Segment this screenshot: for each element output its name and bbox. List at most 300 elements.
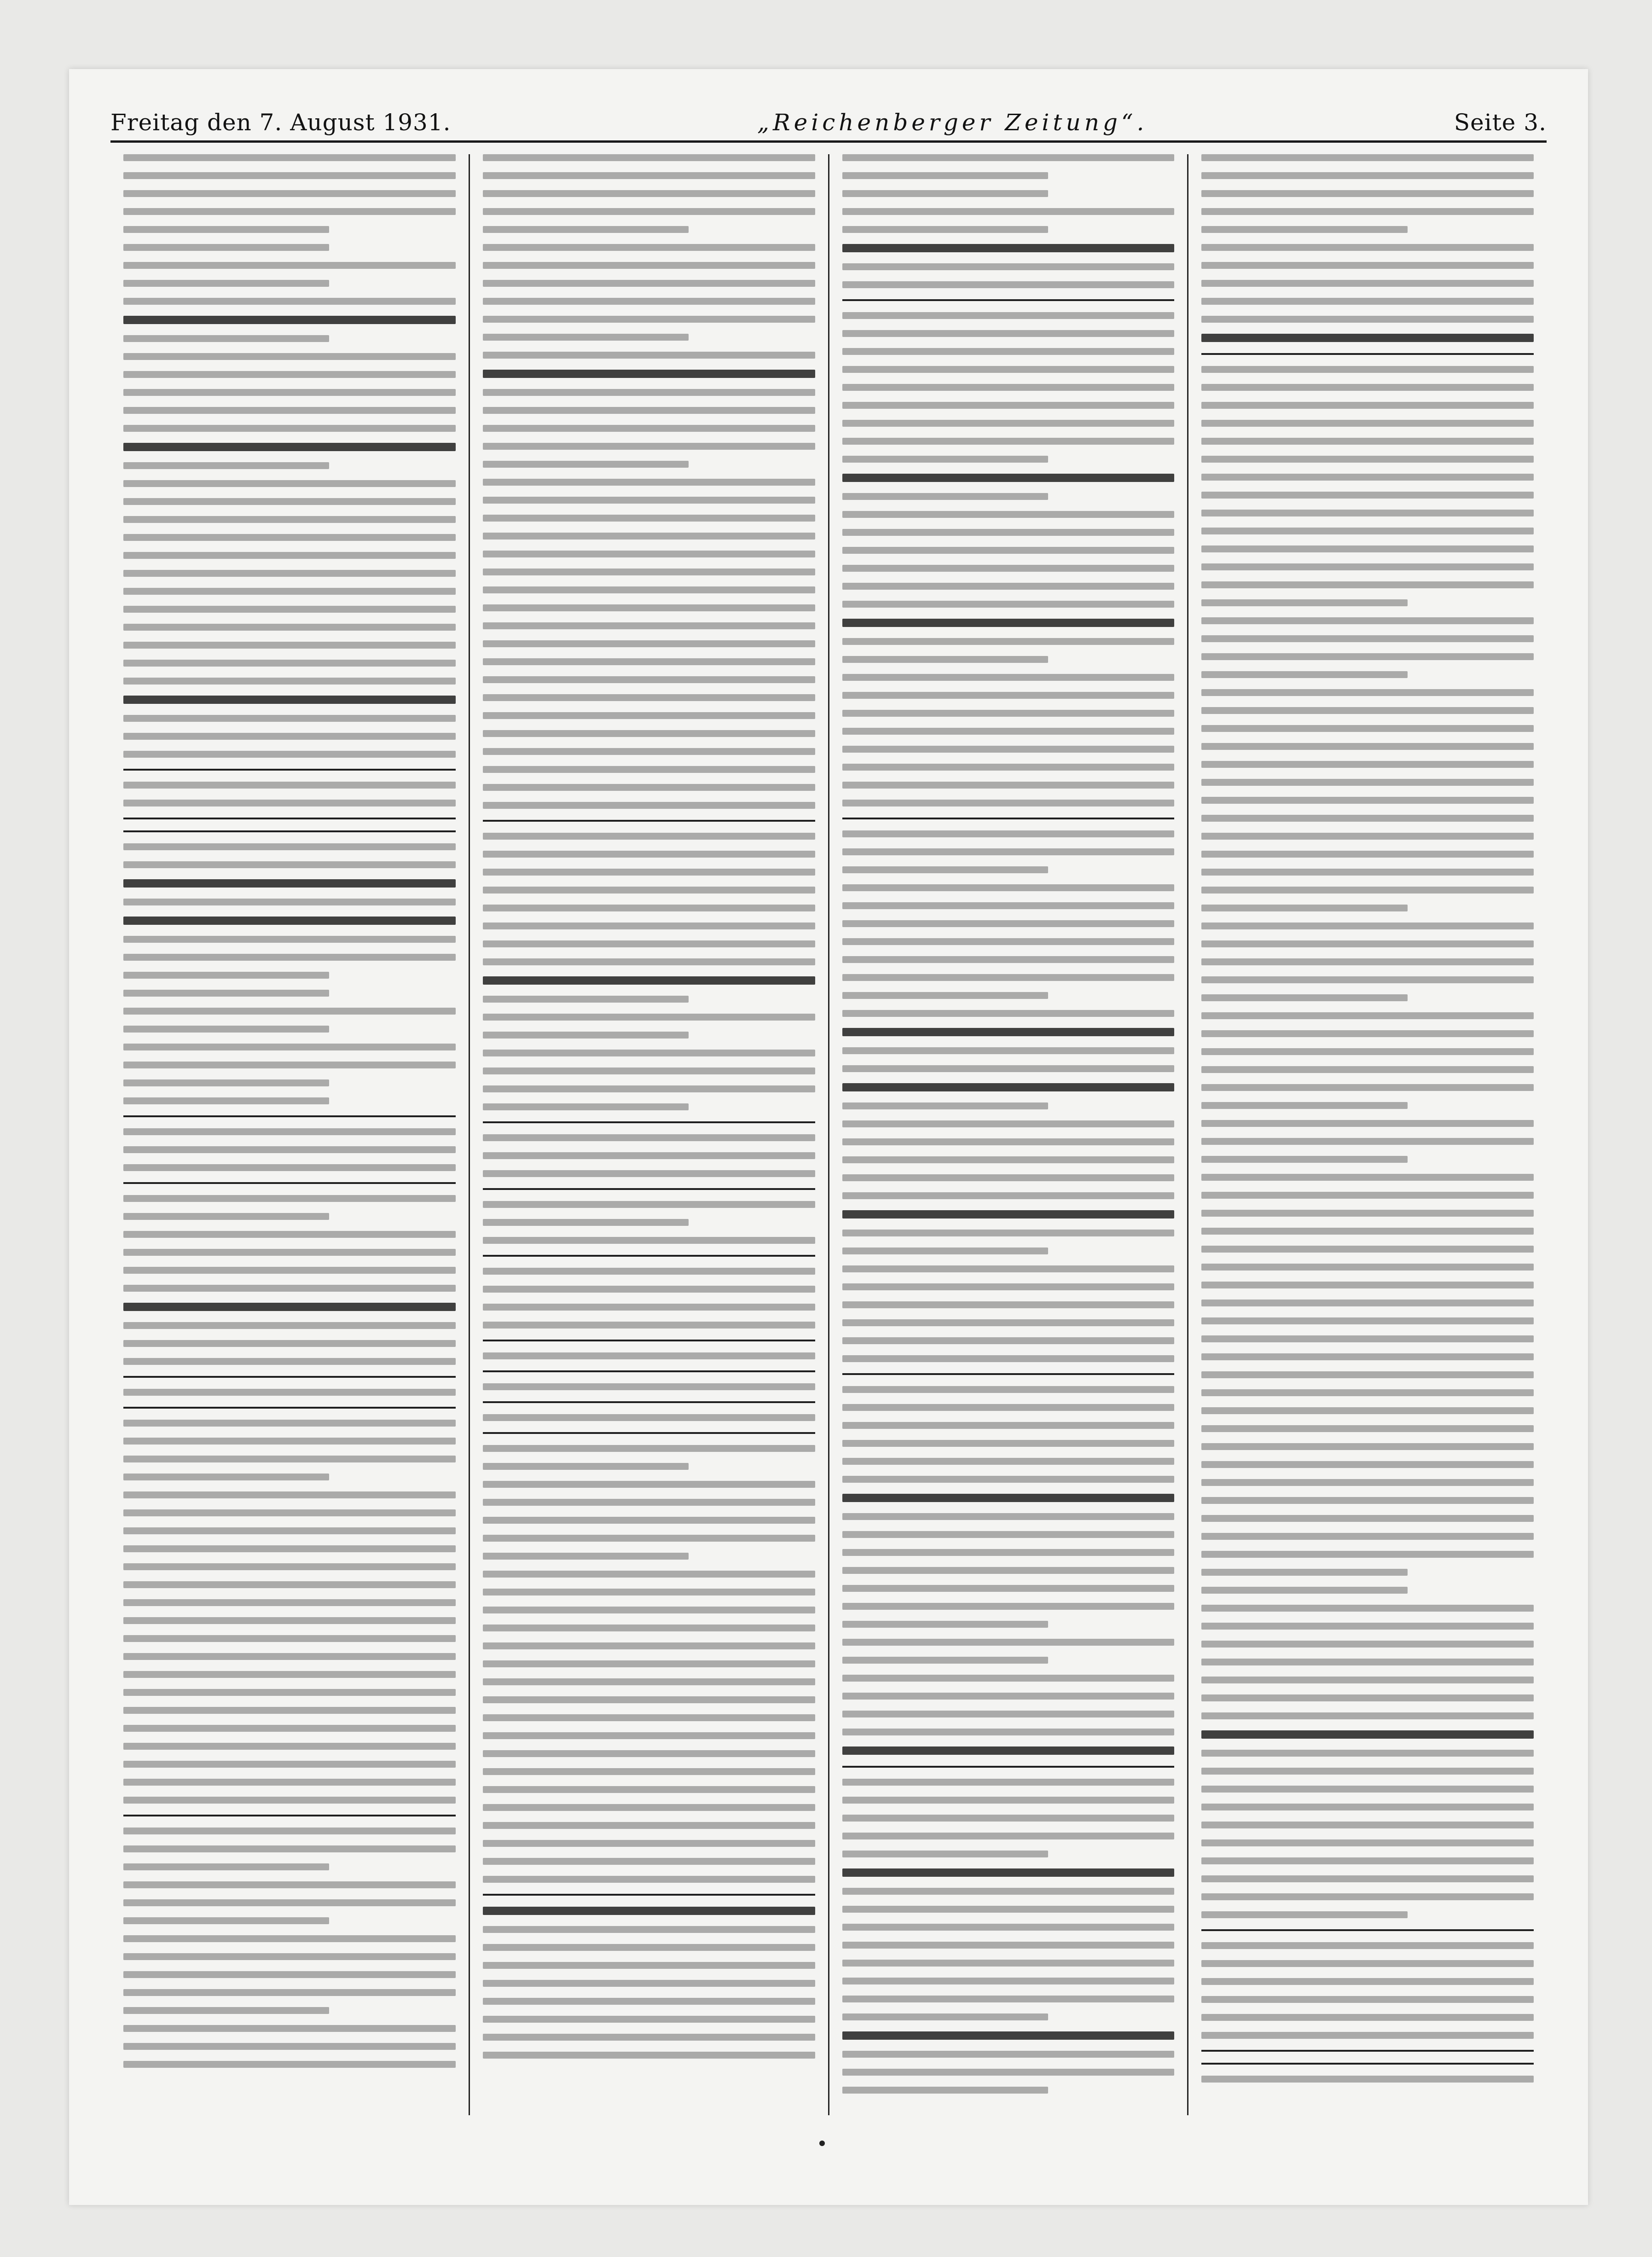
text-line xyxy=(123,879,456,888)
text-line xyxy=(1201,905,1407,911)
text-line xyxy=(123,954,456,961)
text-line xyxy=(1201,528,1534,534)
text-line xyxy=(483,1068,815,1074)
text-line xyxy=(842,1888,1175,1895)
text-line xyxy=(842,782,1175,789)
text-line xyxy=(842,2013,1048,2020)
text-line xyxy=(123,244,329,251)
text-line xyxy=(1201,1893,1534,1900)
text-line xyxy=(842,312,1175,319)
text-line xyxy=(1201,384,1534,391)
text-line xyxy=(842,1083,1175,1091)
text-line xyxy=(483,1571,815,1578)
text-line xyxy=(842,619,1175,627)
text-line xyxy=(842,1603,1175,1610)
text-line xyxy=(1201,797,1534,804)
text-line xyxy=(123,1527,456,1534)
text-line xyxy=(1201,2076,1534,2083)
text-line xyxy=(123,1725,456,1732)
text-line xyxy=(1201,545,1534,552)
text-line xyxy=(483,1535,815,1542)
text-line xyxy=(1201,1857,1534,1864)
text-line xyxy=(483,461,689,468)
text-line xyxy=(1201,1942,1534,1949)
text-line xyxy=(842,1639,1175,1646)
text-line xyxy=(1201,1174,1534,1181)
section-rule xyxy=(483,1188,815,1190)
section-rule xyxy=(1201,1929,1534,1931)
text-line xyxy=(1201,1804,1534,1810)
text-line xyxy=(842,2069,1175,2076)
text-line xyxy=(123,1863,329,1870)
text-line xyxy=(1201,1587,1407,1594)
text-line xyxy=(123,1828,456,1834)
text-line xyxy=(123,190,456,197)
text-line xyxy=(483,712,815,719)
text-line xyxy=(483,1625,815,1631)
text-line xyxy=(483,280,815,287)
text-line xyxy=(123,498,456,505)
text-line xyxy=(123,1779,456,1786)
text-line xyxy=(842,1476,1175,1483)
text-line xyxy=(123,1653,456,1660)
text-line xyxy=(842,1283,1175,1290)
text-line xyxy=(842,1337,1175,1344)
text-line xyxy=(483,316,815,323)
text-line xyxy=(842,956,1175,963)
text-line xyxy=(483,586,815,593)
text-line xyxy=(483,226,689,233)
text-line xyxy=(842,1585,1175,1592)
text-line xyxy=(842,1319,1175,1326)
text-line xyxy=(483,1876,815,1883)
text-line xyxy=(1201,172,1534,179)
text-line xyxy=(483,784,815,791)
text-line xyxy=(123,1249,456,1256)
text-line xyxy=(1201,617,1534,624)
text-line xyxy=(842,493,1048,500)
section-rule xyxy=(123,1115,456,1117)
text-line xyxy=(483,1962,815,1969)
text-line xyxy=(1201,940,1534,947)
text-line xyxy=(842,1494,1175,1502)
text-line xyxy=(842,1301,1175,1308)
text-line xyxy=(123,1008,456,1015)
text-line xyxy=(842,1138,1175,1145)
text-line xyxy=(1201,635,1534,642)
text-line xyxy=(1201,743,1534,750)
text-line xyxy=(123,1322,456,1329)
text-line xyxy=(123,389,456,396)
text-line xyxy=(483,1607,815,1613)
text-line xyxy=(483,730,815,737)
text-line xyxy=(1201,1694,1534,1701)
text-line xyxy=(1201,1443,1534,1450)
text-line xyxy=(1201,563,1534,570)
text-line xyxy=(842,1404,1175,1411)
text-line xyxy=(842,1942,1175,1949)
text-line xyxy=(123,917,456,925)
text-line xyxy=(123,443,456,451)
section-rule xyxy=(483,820,815,822)
text-line xyxy=(842,692,1175,699)
text-line xyxy=(842,1621,1048,1628)
text-line xyxy=(483,640,815,647)
text-line xyxy=(123,1340,456,1347)
text-line xyxy=(483,869,815,876)
text-line xyxy=(483,1553,689,1560)
text-line xyxy=(483,748,815,755)
section-rule xyxy=(842,299,1175,301)
text-line xyxy=(842,656,1048,663)
text-line xyxy=(1201,1138,1534,1145)
section-rule xyxy=(123,1407,456,1409)
text-line xyxy=(842,764,1175,771)
text-line xyxy=(1201,1048,1534,1055)
text-line xyxy=(483,1134,815,1141)
text-line xyxy=(123,1420,456,1427)
text-line xyxy=(842,529,1175,536)
text-line xyxy=(1201,1551,1534,1558)
text-line xyxy=(1201,510,1534,516)
text-line xyxy=(1201,244,1534,251)
text-line xyxy=(123,1026,329,1033)
text-line xyxy=(123,1044,456,1050)
text-line xyxy=(483,1750,815,1757)
text-line xyxy=(1201,1569,1407,1576)
section-rule xyxy=(483,1255,815,1257)
text-line xyxy=(483,833,815,840)
text-line xyxy=(123,462,329,469)
text-line xyxy=(1201,1102,1407,1109)
text-line xyxy=(483,1822,815,1829)
text-line xyxy=(123,480,456,487)
text-line xyxy=(842,402,1175,409)
text-line xyxy=(483,1352,815,1359)
text-line xyxy=(842,384,1175,391)
text-line xyxy=(1201,976,1534,983)
text-line xyxy=(842,920,1175,927)
text-line xyxy=(483,1732,815,1739)
text-line xyxy=(123,1563,456,1570)
text-line xyxy=(123,316,456,324)
text-line xyxy=(483,1201,815,1208)
text-line xyxy=(123,425,456,432)
text-line xyxy=(842,1230,1175,1236)
text-line xyxy=(842,638,1175,645)
text-line xyxy=(483,658,815,665)
text-line xyxy=(483,1980,815,1987)
text-line xyxy=(1201,851,1534,858)
text-line xyxy=(123,1097,329,1104)
text-line xyxy=(123,678,456,685)
text-line xyxy=(483,298,815,305)
text-line xyxy=(483,1322,815,1329)
text-line xyxy=(483,887,815,894)
text-line xyxy=(123,751,456,758)
text-line xyxy=(1201,581,1534,588)
text-line xyxy=(842,226,1048,233)
text-line xyxy=(1201,958,1534,965)
text-line xyxy=(123,1899,456,1906)
text-line xyxy=(483,1926,815,1933)
text-line xyxy=(123,1845,456,1852)
text-line xyxy=(123,154,456,161)
text-line xyxy=(483,1445,815,1452)
text-line xyxy=(1201,1605,1534,1612)
text-line xyxy=(123,262,456,269)
section-rule xyxy=(123,1815,456,1816)
text-line xyxy=(842,438,1175,445)
text-line xyxy=(842,848,1175,855)
text-line xyxy=(123,1971,456,1978)
text-line xyxy=(842,208,1175,215)
text-line xyxy=(1201,869,1534,876)
text-line xyxy=(483,479,815,486)
section-rule xyxy=(483,1401,815,1403)
text-line xyxy=(1201,1335,1534,1342)
text-line xyxy=(1201,456,1534,463)
article-columns xyxy=(110,154,1547,2115)
text-line xyxy=(123,1953,456,1960)
text-line xyxy=(1201,1839,1534,1846)
text-line xyxy=(483,1714,815,1721)
text-line xyxy=(483,676,815,683)
text-line xyxy=(1201,226,1407,233)
text-line xyxy=(1201,298,1534,305)
text-line xyxy=(483,622,815,629)
text-line xyxy=(483,370,815,378)
text-line xyxy=(1201,474,1534,481)
text-line xyxy=(1201,1515,1534,1522)
text-line xyxy=(1201,1084,1534,1091)
text-line xyxy=(842,1102,1048,1109)
text-line xyxy=(483,1944,815,1951)
text-line xyxy=(842,1010,1175,1017)
text-line xyxy=(1201,1712,1534,1719)
text-line xyxy=(483,1463,689,1470)
text-line xyxy=(123,1358,456,1365)
text-line xyxy=(483,1786,815,1793)
text-line xyxy=(483,208,815,215)
text-line xyxy=(1201,1264,1534,1271)
text-line xyxy=(123,1438,456,1445)
text-line xyxy=(123,1474,329,1480)
text-line xyxy=(1201,1875,1534,1882)
text-line xyxy=(842,583,1175,590)
text-line xyxy=(842,1513,1175,1520)
text-line xyxy=(483,389,815,396)
text-line xyxy=(1201,1192,1534,1199)
text-line xyxy=(842,746,1175,753)
text-line xyxy=(842,728,1175,735)
text-line xyxy=(483,515,815,522)
text-line xyxy=(842,1531,1175,1538)
text-line xyxy=(1201,1066,1534,1073)
text-line xyxy=(483,976,815,985)
section-rule xyxy=(483,1432,815,1434)
section-rule xyxy=(123,1376,456,1378)
text-line xyxy=(842,884,1175,891)
text-line xyxy=(842,1729,1175,1735)
text-line xyxy=(483,154,815,161)
text-line xyxy=(1201,671,1407,678)
text-line xyxy=(123,371,456,378)
text-line xyxy=(1201,1730,1534,1739)
text-line xyxy=(483,802,815,809)
column-2 xyxy=(469,154,828,2115)
text-line xyxy=(842,1746,1175,1755)
ink-dot xyxy=(819,2141,825,2146)
text-line xyxy=(842,366,1175,373)
text-line xyxy=(1201,1497,1534,1504)
text-line xyxy=(123,1509,456,1516)
text-line xyxy=(842,172,1048,179)
text-line xyxy=(842,474,1175,482)
text-line xyxy=(483,1219,689,1226)
text-line xyxy=(123,899,456,905)
text-line xyxy=(1201,653,1534,660)
text-line xyxy=(1201,725,1534,732)
section-rule xyxy=(1201,353,1534,355)
text-line xyxy=(842,830,1175,837)
text-line xyxy=(483,1858,815,1865)
text-line xyxy=(1201,208,1534,215)
text-line xyxy=(842,1833,1175,1839)
text-line xyxy=(483,262,815,269)
text-line xyxy=(842,800,1175,806)
text-line xyxy=(842,1693,1175,1700)
text-line xyxy=(842,348,1175,355)
text-line xyxy=(842,1386,1175,1393)
text-line xyxy=(123,2007,329,2014)
text-line xyxy=(1201,1407,1534,1414)
text-line xyxy=(123,1213,329,1220)
text-line xyxy=(842,1065,1175,1072)
column-1 xyxy=(110,154,469,2115)
text-line xyxy=(123,624,456,631)
text-line xyxy=(842,938,1175,945)
text-line xyxy=(123,936,456,943)
section-rule xyxy=(483,1370,815,1372)
text-line xyxy=(842,2031,1175,2040)
text-line xyxy=(483,1907,815,1915)
text-line xyxy=(483,1268,815,1275)
text-line xyxy=(123,516,456,523)
text-line xyxy=(483,1660,815,1667)
text-line xyxy=(483,1050,815,1056)
text-line xyxy=(483,1170,815,1177)
text-line xyxy=(1201,1996,1534,2003)
text-line xyxy=(1201,316,1534,323)
text-line xyxy=(123,1389,456,1396)
text-line xyxy=(123,588,456,595)
text-line xyxy=(123,208,456,215)
text-line xyxy=(1201,154,1534,161)
text-line xyxy=(1201,1786,1534,1793)
text-line xyxy=(123,407,456,414)
text-line xyxy=(842,1906,1175,1913)
text-line xyxy=(1201,887,1534,894)
text-line xyxy=(483,352,815,359)
text-line xyxy=(842,1657,1048,1664)
section-rule xyxy=(842,1373,1175,1375)
text-line xyxy=(483,1304,815,1311)
column-4 xyxy=(1187,154,1547,2115)
text-line xyxy=(483,2016,815,2023)
text-line xyxy=(123,1285,456,1292)
text-line xyxy=(1201,1228,1534,1235)
text-line xyxy=(483,551,815,557)
text-line xyxy=(483,244,815,251)
column-3 xyxy=(828,154,1188,2115)
text-line xyxy=(483,996,689,1003)
text-line xyxy=(123,298,456,305)
text-line xyxy=(1201,923,1534,929)
text-line xyxy=(483,923,815,929)
page-number: Seite 3. xyxy=(1454,109,1547,136)
text-line xyxy=(1201,280,1534,287)
page-header xyxy=(110,94,1547,143)
text-line xyxy=(123,861,456,868)
text-line xyxy=(483,2034,815,2041)
section-rule xyxy=(842,1766,1175,1768)
text-line xyxy=(842,1868,1175,1877)
text-line xyxy=(842,674,1175,681)
text-line xyxy=(842,601,1175,608)
text-line xyxy=(1201,1960,1534,1967)
text-line xyxy=(123,1164,456,1171)
text-line xyxy=(842,1192,1175,1199)
text-line xyxy=(123,1881,456,1888)
text-line xyxy=(123,782,456,789)
text-line xyxy=(123,1195,456,1202)
text-line xyxy=(123,733,456,740)
issue-date: Freitag den 7. August 1931. xyxy=(110,109,451,136)
text-line xyxy=(123,2025,456,2032)
newspaper-page xyxy=(69,69,1588,2205)
text-line xyxy=(483,190,815,197)
section-rule xyxy=(123,830,456,832)
text-line xyxy=(1201,1156,1407,1163)
text-line xyxy=(483,443,815,450)
text-line xyxy=(123,1797,456,1804)
text-line xyxy=(483,334,689,341)
text-line xyxy=(123,1989,456,1996)
text-line xyxy=(1201,1317,1534,1324)
text-line xyxy=(483,1085,815,1092)
text-line xyxy=(1201,262,1534,269)
text-line xyxy=(123,2061,456,2068)
text-line xyxy=(123,552,456,559)
text-line xyxy=(1201,779,1534,786)
section-rule xyxy=(842,818,1175,819)
text-line xyxy=(123,715,456,722)
text-line xyxy=(842,1265,1175,1272)
text-line xyxy=(123,1635,456,1642)
text-line xyxy=(1201,190,1534,197)
text-line xyxy=(1201,1623,1534,1630)
section-rule xyxy=(1201,2063,1534,2065)
text-line xyxy=(1201,1425,1534,1432)
text-line xyxy=(123,280,329,287)
text-line xyxy=(483,1481,815,1488)
text-line xyxy=(123,642,456,649)
text-line xyxy=(123,226,329,233)
text-line xyxy=(483,425,815,432)
text-line xyxy=(1201,833,1534,840)
text-line xyxy=(1201,420,1534,427)
